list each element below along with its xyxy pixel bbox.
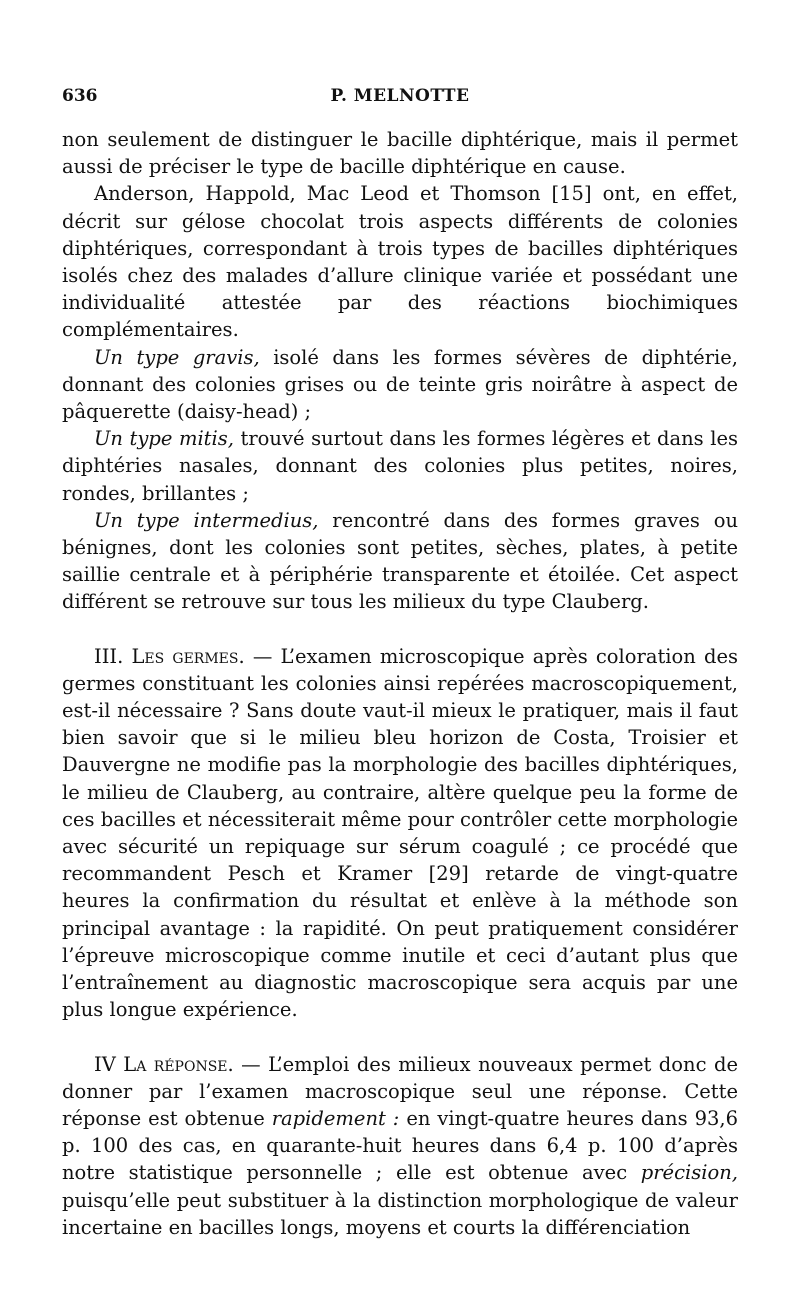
running-header: [62, 86, 738, 116]
paragraph: [62, 1051, 738, 1241]
italic-text: rapidement :: [271, 1106, 400, 1130]
text-run: IV: [94, 1052, 124, 1076]
body-text: [62, 126, 738, 1241]
page: [62, 86, 738, 1241]
text-run: non seulement de distinguer le bacille diphtérique, mais il permet aussi de préciser le type de bacille diphtérique en cause.: [62, 128, 738, 179]
text-run: trouvé surtout dans les formes légères et dans les diphtéries nasales, donnant des colonies plus petites, noires, rondes, brillantes ;: [62, 427, 738, 505]
text-run: — L’emploi des milieux nouveaux permet donc de donner par l’examen macroscopique seul une réponse. Cette réponse est obtenue: [62, 1052, 739, 1130]
paragraph: [62, 643, 738, 1024]
text-run: isolé dans les formes sévères de diphtérie, donnant des colonies grises ou de teinte gris noirâtre à aspect de pâquerette (daisy-head) ;: [62, 345, 739, 424]
running-head-author: P. MELNOTTE: [330, 86, 470, 106]
paragraph: [62, 344, 738, 426]
paragraph: [62, 507, 738, 616]
paragraph: [62, 425, 738, 507]
italic-text: précision,: [640, 1161, 738, 1185]
text-run: en vingt-quatre heures dans 93,6 p. 100 des cas, en quarante-huit heures dans 6,4 p. 100 d’après notre statistique personnelle ; elle est obtenue avec: [62, 1106, 738, 1185]
paragraph: [62, 180, 738, 343]
text-run: puisqu’elle peut substituer à la distinction morphologique de valeur incertaine en bacilles longs, moyens et courts la différenciation: [62, 1188, 738, 1239]
section-heading: La réponse.: [123, 1052, 234, 1076]
text-run: Anderson, Happold, Mac Leod et Thomson [15] ont, en effet, décrit sur gélose chocolat trois aspects différents de colonies diphtériques, correspondant à trois types de bacilles diphtériques isolés chez des malades d’allure clinique variée et possédant une individualité attestée par des réactions biochimiques complémentaires.: [62, 182, 738, 342]
section-heading: Les germes.: [131, 644, 245, 668]
italic-text: Un type intermedius,: [94, 508, 319, 532]
italic-text: Un type mitis,: [94, 427, 234, 451]
italic-text: Un type gravis,: [94, 345, 260, 369]
text-run: rencontré dans des formes graves ou bénignes, dont les colonies sont petites, sèches, plates, à petite saillie centrale et à périphérie transparente et étoilée. Cet aspect différent se retrouve sur tous les milieux du type Clauberg.: [62, 508, 738, 614]
paragraph-gap: [62, 1024, 738, 1051]
text-run: — L’examen microscopique après coloration des germes constituant les colonies ainsi repérées macroscopiquement, est-il nécessaire ? Sans doute vaut-il mieux le pratiquer, mais il faut bien savoir que si le milieu bleu horizon de Costa, Troisier et Dauvergne ne modifie pas la morphologie des bacilles diphtériques, le milieu de Clauberg, au contraire, altère quelque peu la forme de ces bacilles et nécessiterait même pour contrôler cette morphologie avec sécurité un repiquage sur sérum coagulé ; ce procédé que recommandent Pesch et Kramer [29] retarde de vingt-quatre heures la confirmation du résultat et enlève à la méthode son principal avantage : la rapidité. On peut pratiquement considérer l’épreuve microscopique comme inutile et ceci d’autant plus que l’entraînement au diagnostic macroscopique sera acquis par une plus longue expérience.: [62, 644, 738, 1022]
paragraph: [62, 126, 738, 180]
text-run: III.: [94, 644, 132, 668]
page-number: 636: [62, 86, 98, 106]
paragraph-gap: [62, 616, 738, 643]
